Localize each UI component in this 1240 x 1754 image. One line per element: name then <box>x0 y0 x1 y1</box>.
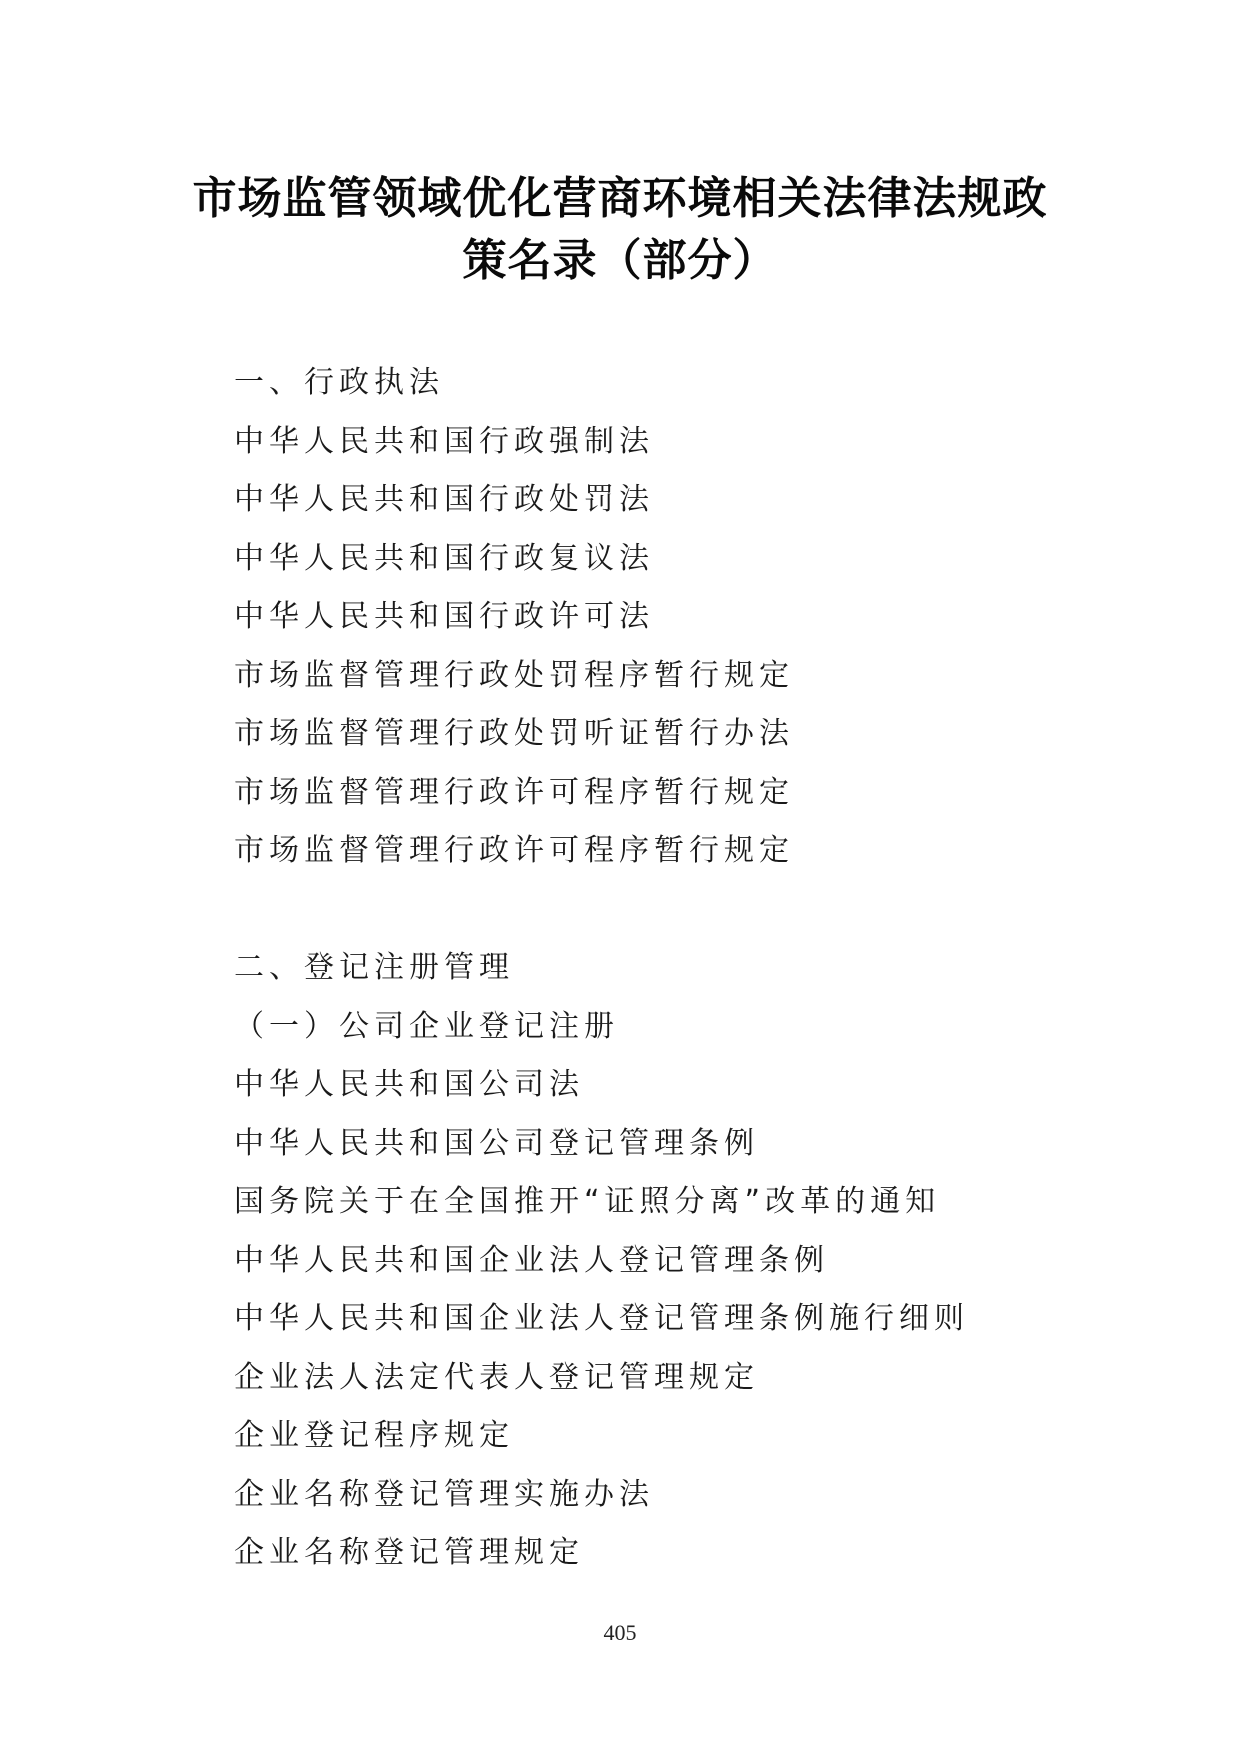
list-item: 中华人民共和国公司法 <box>234 1067 584 1102</box>
list-item: 市场监督管理行政处罚听证暂行办法 <box>234 716 794 751</box>
title-line-2: 策名录（部分） <box>462 235 778 286</box>
list-item: 中华人民共和国行政强制法 <box>234 423 654 459</box>
subsection-heading: （一）公司企业登记注册 <box>234 1008 619 1044</box>
list-item: 企业名称登记管理规定 <box>234 1535 584 1570</box>
list-item: 企业法人法定代表人登记管理规定 <box>234 1359 759 1395</box>
list-item: 中华人民共和国行政复议法 <box>234 540 654 576</box>
section-heading: 二、登记注册管理 <box>234 950 514 985</box>
list-item: 中华人民共和国行政处罚法 <box>234 482 654 517</box>
list-item: 中华人民共和国公司登记管理条例 <box>234 1125 759 1161</box>
section-spacer <box>234 881 1134 940</box>
list-item: 市场监督管理行政许可程序暂行规定 <box>234 833 794 868</box>
list-item: 中华人民共和国行政许可法 <box>234 599 654 634</box>
title-line-1: 市场监管领域优化营商环境相关法律法规政 <box>192 173 1048 224</box>
list-item: 市场监督管理行政许可程序暂行规定 <box>234 774 794 810</box>
section-heading: 一、行政执法 <box>234 365 444 400</box>
list-item: 中华人民共和国企业法人登记管理条例施行细则 <box>234 1301 969 1336</box>
list-item: 中华人民共和国企业法人登记管理条例 <box>234 1242 829 1278</box>
document-body <box>234 354 1134 1583</box>
page-number: 405 <box>603 1620 637 1645</box>
list-item: 市场监督管理行政处罚程序暂行规定 <box>234 657 794 693</box>
list-item: 企业登记程序规定 <box>234 1418 514 1453</box>
list-item: 国务院关于在全国推开“证照分离”改革的通知 <box>234 1184 941 1219</box>
list-item: 企业名称登记管理实施办法 <box>234 1476 654 1512</box>
document-title <box>0 168 1240 292</box>
section-administrative-enforcement <box>234 354 1134 881</box>
section-registration-management <box>234 939 1134 1583</box>
